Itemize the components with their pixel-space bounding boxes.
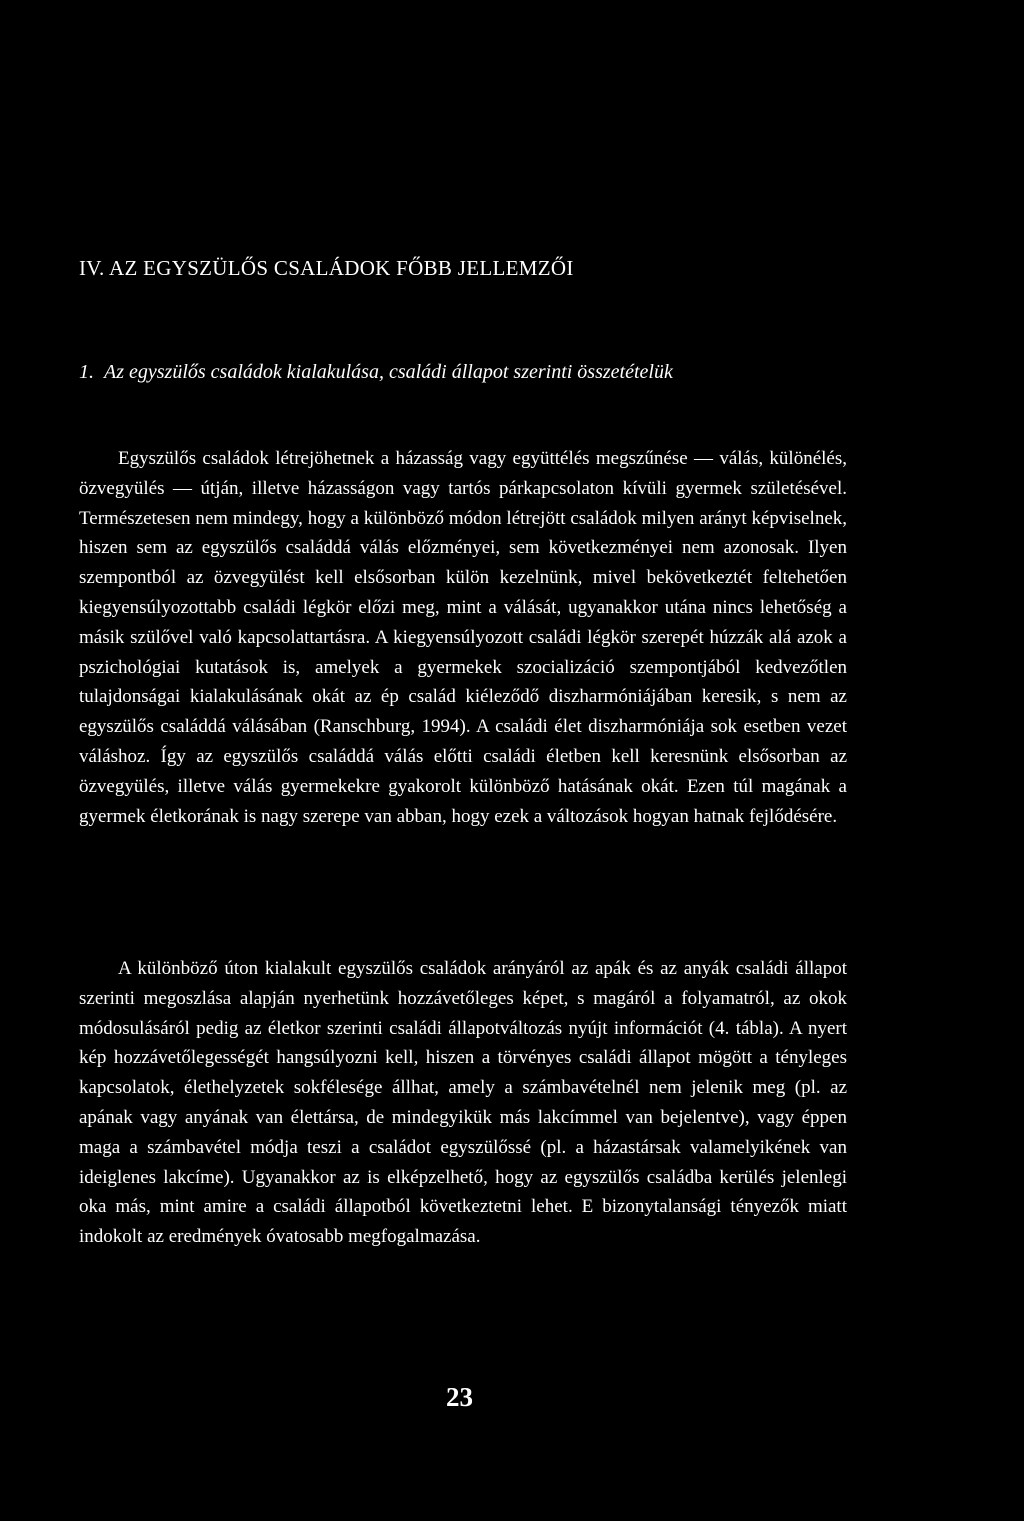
section-heading xyxy=(79,361,673,384)
section-title: Az egyszülős családok kialakulása, családi állapot szerinti összetételük xyxy=(104,361,673,383)
body-paragraph-1: Egyszülős családok létrejöhetnek a házasság vagy együttélés megszűnése — válás, különélés, özvegyülés — útján, illetve házasságon vagy tartós párkapcsolaton kívüli gyermek születésével. Természetesen nem mindegy, hogy a különböző módon létrejött családok milyen arányt képviselnek, hiszen sem az egyszülős családdá válás előzményei, sem következményei nem azonosak. Ilyen szempontból az özvegyülést kell elsősorban külön kezelnünk, mivel bekövetkeztét feltehetően kiegyensúlyozottabb családi légkör előzi meg, mint a válását, ugyanakkor utána nincs lehetőség a másik szülővel való kapcsolattartásra. A kiegyensúlyozott családi légkör szerepét húzzák alá azok a pszichológiai kutatások is, amelyek a gyermekek szocializáció szempontjából kedvezőtlen tulajdonságai kialakulásának okát az ép család kiéleződő diszharmóniájában keresik, s nem az egyszülős családdá válásában (Ranschburg, 1994). A családi élet diszharmóniája sok esetben vezet váláshoz. Így az egyszülős családdá válás előtti családi életben kell keresnünk elsősorban az özvegyülés, illetve válás gyermekekre gyakorolt különböző hatásának okát. Ezen túl magának a gyermek életkorának is nagy szerepe van abban, hogy ezek a változások hogyan hatnak fejlődésére. xyxy=(79,448,847,827)
section-number: 1. xyxy=(79,361,94,383)
page-number: 23 xyxy=(446,1382,473,1412)
body-paragraph-2: A különböző úton kialakult egyszülős családok arányáról az apák és az anyák családi állapot szerinti megoszlása alapján nyerhetünk hozzávetőleges képet, s magáról a folyamatról, az okok módosulásáról pedig az életkor szerinti családi állapotváltozás nyújt információt (4. tábla). A nyert kép hozzávetőlegességét hangsúlyozni kell, hiszen a törvényes családi állapot mögött a tényleges kapcsolatok, élethelyzetek sokfélesége állhat, amely a számbavételnél nem jelenik meg (pl. az apának vagy anyának van élettársa, de mindegyikük más lakcímmel van bejelentve), vagy éppen maga a számbavétel módja teszi a családot egyszülőssé (pl. a házastársak valamelyikének van ideiglenes lakcíme). Ugyanakkor az is elképzelhető, hogy az egyszülős családba kerülés jelenlegi oka más, mint amire a családi állapotból következtetni lehet. E bizonytalansági tényezők miatt indokolt az eredmények óvatosabb megfogalmazása. xyxy=(79,958,847,1248)
chapter-title: IV. AZ EGYSZÜLŐS CSALÁDOK FŐBB JELLEMZŐI xyxy=(79,256,574,280)
